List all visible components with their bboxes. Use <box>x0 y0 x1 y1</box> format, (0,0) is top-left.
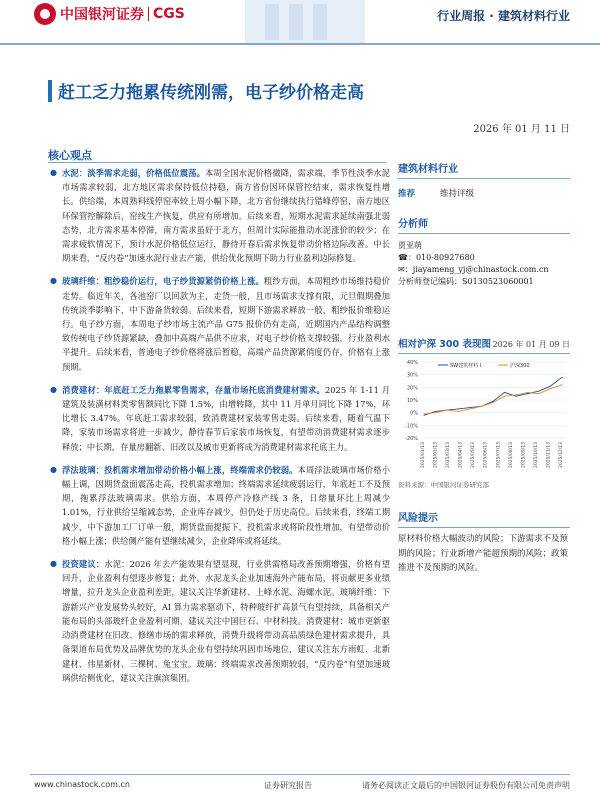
chart-point <box>458 411 459 412</box>
chart-ytick-label: 10% <box>406 398 418 404</box>
paragraph-body: 本周浮法玻璃市场价格小幅上调，因期货盘面震荡走高，投机需求增加；终端需求延续疲弱运行，年底赶工不及预期，拖累浮法玻璃需求。供给方面，本周停产冷修产线 3 条，日熔量环比上周减少 1.01%，行业供给呈缩减态势，企业库存减少，但仍处于历史高位。后续来看，终端工期减少，中下游加工厂订单一般，期货盘面提振下，投机需求或将阶段性增加，有望带动价格小幅上涨；供给侧产能有望继续减少，企业降库或将延续。 <box>62 464 390 546</box>
chart-ytick-label: 0% <box>410 410 418 417</box>
chart-title: 相对沪深 300 表现图 <box>398 339 491 350</box>
logo-divider <box>148 7 149 21</box>
logo-icon <box>34 3 56 25</box>
rating-row <box>398 187 570 199</box>
footer-disclaimer: 请务必阅读正文最后的中国银河证券股份有限公司免责声明 <box>362 781 570 790</box>
chart-xtick-label: 2025/07/13 <box>496 442 502 468</box>
chart-point <box>481 406 482 407</box>
analyst-cert: 分析师登记编码：S0130523060001 <box>398 277 534 286</box>
chart-point <box>424 415 425 416</box>
chart-xtick-label: 2025/12/13 <box>559 442 564 468</box>
chart-ytick-label: 30% <box>406 372 418 379</box>
paragraph-body: 水泥：2026 年去产能效果有望显现，行业供需格局改善预期增强，价格有望回升，企业盈利有望逐步修复；此外，水泥龙头企业加速海外产能布局，将贡献更多业绩增量，拉升龙头企业盈利差距，建议关注华新建材、上峰水泥、海螺水泥。玻璃纤维：下游新兴产业发展势头较好，AI 算力需求驱动下，特种玻纤扩高景气有望持续，具备相关产能布局的头部玻纤企业盈利可期，建议关注中国巨石、中材科技。消费建材：城市更新驱动消费建材在旧改、修缮市场的需求释放，消费升级将带动高品质绿色建材需求提升，具备渠道布局优势及品牌优势的龙头企业有望持续巩固市场地位，建议关注东方雨虹、北新建材、伟星新材、三棵树、兔宝宝。玻璃：终端需求改善预期较弱，“反内卷”有望加速玻璃供给侧优化，建议关注旗滨集团。 <box>62 559 390 683</box>
analyst-phone: ☎：010-80927680 <box>398 253 475 262</box>
chart-point <box>539 393 540 394</box>
header-divider <box>0 43 600 45</box>
report-date: 2026 年 01 月 11 日 <box>473 124 570 135</box>
chart-point <box>550 386 551 387</box>
chart-date: 2026 年 01 月 09 日 <box>492 340 570 349</box>
footer-url[interactable]: www.chinastock.com.cn <box>34 780 130 789</box>
chart-xtick-label: 2025/02/13 <box>433 442 439 468</box>
rating-label: 推荐 <box>398 189 416 199</box>
logo-cn: 中国银河证券 <box>60 7 144 23</box>
chart-ytick-label: -20% <box>405 436 418 442</box>
industry-title: 建筑材料行业 <box>398 160 570 179</box>
chart-xtick-label: 2025/05/13 <box>471 442 477 468</box>
bullet-icon: ● <box>50 384 57 394</box>
chart-xtick-label: 2025/11/13 <box>546 442 552 468</box>
chart-source: 资料来源：中国银河证券研究部 <box>398 481 489 489</box>
chart-point <box>493 401 494 402</box>
paragraph-head: 消费建材：年底赶工乏力拖累零售需求，存量市场托底消费建材需求。 <box>62 384 325 395</box>
chart-series-line <box>424 385 562 414</box>
footer-center: 证券研究报告 <box>264 781 312 790</box>
chart-ytick-label: 40% <box>406 360 418 366</box>
page-header <box>0 0 600 44</box>
footer-divider <box>30 774 570 775</box>
paragraph-head: 玻璃纤维：粗纱稳价运行，电子纱货源紧俏价格上涨。 <box>62 276 264 287</box>
chart-ytick-label: 20% <box>406 385 418 392</box>
chart-point <box>562 377 563 378</box>
paragraph-investment <box>50 557 390 685</box>
chart-point <box>516 394 517 395</box>
paragraph-body: 2025 年 1-11 月建筑及装潢材料类零售额同比下降 1.5%，由增转降，其中 11 月单月同比下降 17%，环比增长 3.47%。年底赶工需求较弱，致消费建材家装零售走弱。后续来看，随着气温下降，家装市场需求将进一步减少，静待春节后家装市场恢复，有望带动消费建材需求逐步释放；中长期，存量房翻新、旧改以及城市更新将成为消费建材需求托底主力。 <box>62 384 390 452</box>
chart-point <box>435 411 436 412</box>
chart-point <box>527 393 528 394</box>
chart-point <box>447 410 448 411</box>
analyst-heading: 分析师 <box>398 215 570 234</box>
chart-point <box>435 412 436 413</box>
paragraph-head: 水泥：淡季需求走弱，价格低位震荡。 <box>62 168 206 178</box>
chart-point <box>516 396 517 397</box>
paragraph-consumer-materials <box>50 383 390 454</box>
sidebar <box>398 160 570 576</box>
bullet-icon: ● <box>50 464 57 474</box>
chart-ytick-label: -10% <box>405 423 418 430</box>
core-heading: 核心观点 <box>48 149 92 162</box>
chart-point <box>470 407 471 408</box>
rating-value: 维持评级 <box>440 189 475 199</box>
chart-point <box>504 396 505 397</box>
chart-xtick-label: 2025/04/13 <box>458 442 464 468</box>
chart-xtick-label: 2025/08/13 <box>508 442 514 468</box>
paragraph-cement <box>50 166 390 265</box>
chart-legend-label: 沪深300 <box>510 363 530 369</box>
chart-header <box>398 336 570 354</box>
bullet-icon: ● <box>50 168 57 177</box>
chart-xtick-label: 2025/06/13 <box>483 442 489 468</box>
core-divider <box>48 162 386 163</box>
bullet-icon: ● <box>50 559 57 569</box>
chart-xtick-label: 2025/03/13 <box>446 442 452 468</box>
paragraph-head: 浮法玻璃：投机需求增加带动价格小幅上涨，终端需求仍较弱。 <box>62 464 298 475</box>
chart-point <box>527 392 528 393</box>
report-title: 赶工乏力拖累传统刚需，电子纱价格走高 <box>58 83 364 103</box>
chart-point <box>470 408 471 409</box>
chart-point <box>458 408 459 409</box>
title-accent-bar <box>48 80 52 102</box>
paragraph-body: 粗纱方面，本周粗纱市场维持稳价走势。临近年关，各池窑厂以回款为主，走货一般，且市场需求支撑有限，元旦假期叠加传统淡季影响下，中下游备货较弱。后续来看，短期下游需求释放一般，粗纱报价维稳运行。电子纱方面，本周电子纱市场主流产品 G75 报价仍有走高，近期国内产品结构调整致传统电子纱货源紧缺，叠加中高端产品供不应求，对电子纱价格支撑较强，行业盈利水平提升。后续来看，普通电子纱价格将涨后暂稳，高端产品货源紧俏度仍存，价格有上涨预期。 <box>62 276 390 372</box>
logo-en: CGS <box>153 6 185 22</box>
chart-point <box>550 388 551 389</box>
chart-point <box>539 391 540 392</box>
paragraph-head: 投资建议： <box>62 559 105 570</box>
chart-point <box>562 384 563 385</box>
chart-point <box>504 392 505 393</box>
risk-text: 原材料价格大幅波动的风险；下游需求不及预期的风险；行业新增产能超预期的风险；政策推进不及预期的风险。 <box>398 534 569 573</box>
main-content <box>50 166 390 694</box>
header-watermark <box>245 0 365 44</box>
chart-xtick-label: 2025/10/13 <box>533 442 539 468</box>
chart-point <box>493 402 494 403</box>
chart-legend-label: SW建筑材料 I <box>450 363 482 369</box>
report-type: 行业周报 · 建筑材料行业 <box>437 9 570 23</box>
paragraph-fiberglass <box>50 274 390 373</box>
paragraph-body: 本周全国水泥价格微降，需求端，季节性淡季水泥市场需求较弱，北方地区需求保持低位持稳，南方省份因环保管控结束，需求恢复性增长。供给端，本周熟料线停窑率较上周小幅下降，北方省份继续执行错峰停窑，南方地区环保管控解除后，窑线生产恢复，供应有所增加。后续来看，短期水泥需求延续南强北弱态势，北方需求基本停滞，南方需求虽好于北方，但周计实际能推动水泥涨价的较少；在需求疲软情况下，预计水泥价格低位运行，静待开春后需求恢复带动价格边际改善。中长期来看，“反内卷”加速水泥行业去产能，供给优化预期下助力行业盈利边际修复。 <box>62 168 390 264</box>
risk-heading: 风险提示 <box>398 509 570 528</box>
chart-xtick-label: 2025/01/13 <box>421 442 426 468</box>
chart-series-line <box>424 377 562 415</box>
analyst-email[interactable]: ✉：jiayameng_yj@chinastock.com.cn <box>398 265 549 274</box>
bullet-icon: ● <box>50 276 57 286</box>
relative-performance-chart <box>398 354 570 474</box>
analyst-name: 贾亚萌 <box>398 241 422 250</box>
company-logo <box>34 3 185 25</box>
chart-xtick-label: 2025/09/13 <box>521 442 527 468</box>
chart-block <box>398 336 570 489</box>
analyst-info <box>398 240 570 288</box>
paragraph-float-glass <box>50 463 390 548</box>
chart-point <box>424 413 425 414</box>
